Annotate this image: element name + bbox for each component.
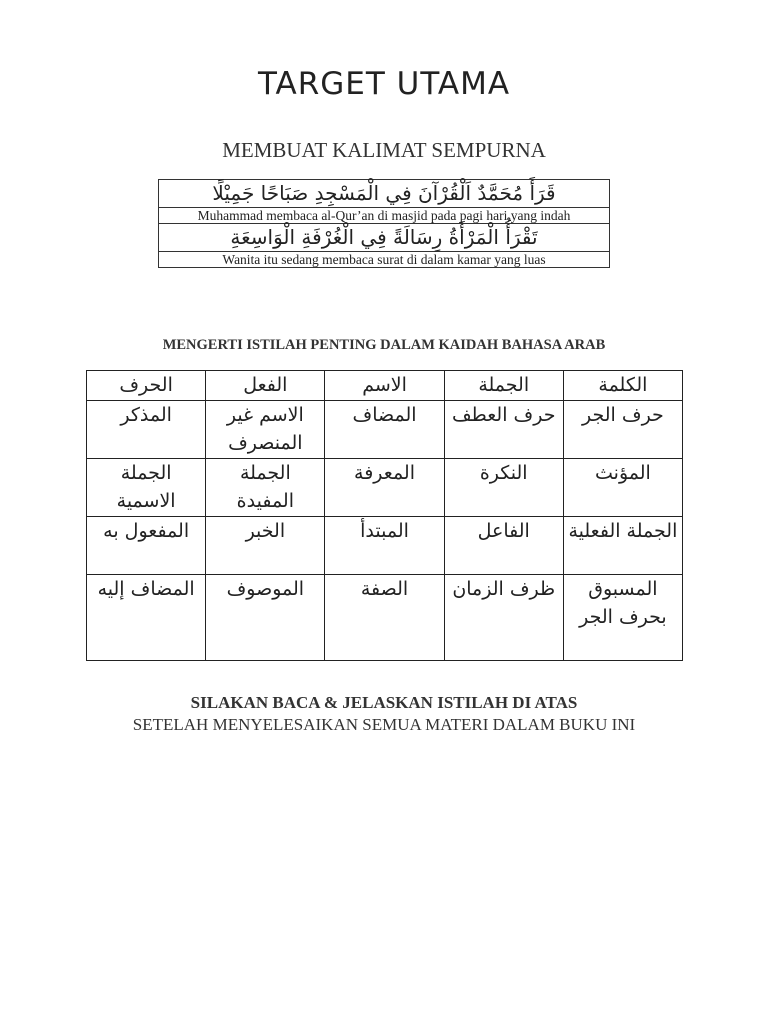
section-heading: MENGERTI ISTILAH PENTING DALAM KAIDAH BAHASA ARAB bbox=[162, 337, 606, 353]
terms-table bbox=[86, 370, 683, 661]
footer-line-2: SETELAH MENYELESAIKAN SEMUA MATERI DALAM BUKU INI bbox=[132, 715, 636, 734]
table-row bbox=[87, 575, 683, 661]
term-cell: الفعل bbox=[206, 371, 325, 401]
page-title: TARGET UTAMA bbox=[257, 66, 511, 102]
term-cell: الجملة الفعلية bbox=[563, 517, 682, 575]
term-cell: المسبوق بحرف الجر bbox=[563, 575, 682, 661]
translation-1: Muhammad membaca al-Qur’an di masjid pada pagi hari yang indah bbox=[159, 208, 610, 224]
term-cell: المبتدأ bbox=[325, 517, 444, 575]
term-cell: المفعول به bbox=[87, 517, 206, 575]
arabic-sentence-1: قَرَأَ مُحَمَّدٌ اَلْقُرْآنَ فِي الْمَسْجِدِ صَبَاحًا جَمِيْلًا bbox=[159, 180, 610, 208]
table-row bbox=[87, 517, 683, 575]
term-cell: الجملة الاسمية bbox=[87, 459, 206, 517]
term-cell: الحرف bbox=[87, 371, 206, 401]
footer-instructions bbox=[0, 692, 768, 736]
term-cell: حرف الجر bbox=[563, 401, 682, 459]
term-cell: الكلمة bbox=[563, 371, 682, 401]
translation-2: Wanita itu sedang membaca surat di dalam kamar yang luas bbox=[159, 252, 610, 268]
term-cell: الفاعل bbox=[444, 517, 563, 575]
table-row bbox=[159, 252, 610, 268]
footer-line-1: SILAKAN BACA & JELASKAN ISTILAH DI ATAS bbox=[190, 693, 578, 712]
term-cell: الاسم bbox=[325, 371, 444, 401]
term-cell: المؤنث bbox=[563, 459, 682, 517]
term-cell: حرف العطف bbox=[444, 401, 563, 459]
term-cell: المضاف إليه bbox=[87, 575, 206, 661]
page-subtitle: MEMBUAT KALIMAT SEMPURNA bbox=[222, 138, 546, 162]
term-cell: النكرة bbox=[444, 459, 563, 517]
term-cell: الجملة bbox=[444, 371, 563, 401]
term-cell: الجملة المفيدة bbox=[206, 459, 325, 517]
term-cell: ظرف الزمان bbox=[444, 575, 563, 661]
term-cell: الخبر bbox=[206, 517, 325, 575]
example-sentences-table bbox=[158, 179, 610, 268]
term-cell: الموصوف bbox=[206, 575, 325, 661]
term-cell: المضاف bbox=[325, 401, 444, 459]
table-row bbox=[87, 371, 683, 401]
table-row bbox=[159, 208, 610, 224]
arabic-sentence-2: تَقْرَأُ الْمَرْأَةُ رِسَالَةً فِي الْغُرْفَةِ الْوَاسِعَةِ bbox=[159, 224, 610, 252]
table-row bbox=[159, 180, 610, 208]
table-row bbox=[159, 224, 610, 252]
term-cell: المذكر bbox=[87, 401, 206, 459]
term-cell: الصفة bbox=[325, 575, 444, 661]
term-cell: الاسم غير المنصرف bbox=[206, 401, 325, 459]
table-row bbox=[87, 401, 683, 459]
term-cell: المعرفة bbox=[325, 459, 444, 517]
table-row bbox=[87, 459, 683, 517]
